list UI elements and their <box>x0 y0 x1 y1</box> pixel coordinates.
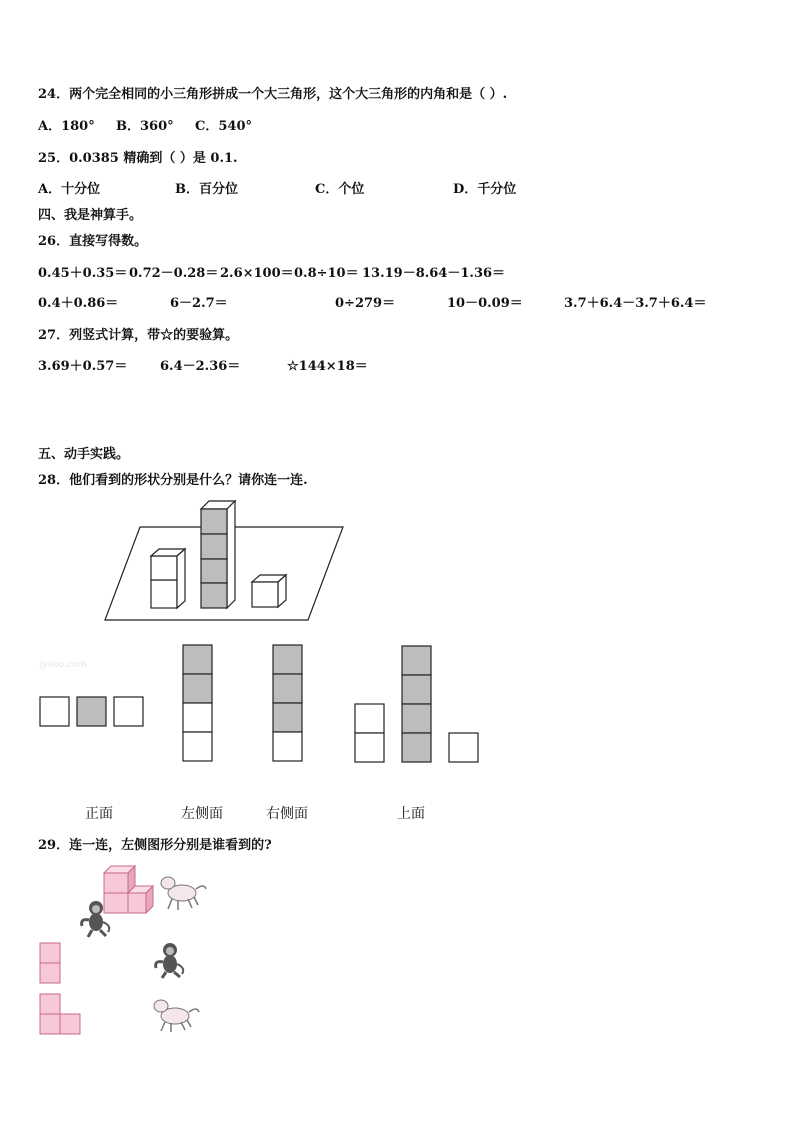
q26-item: 0.4＋0.86＝ <box>38 296 119 311</box>
q26-item: 2.6×100＝ <box>220 266 294 281</box>
q25-option-d[interactable]: D．千分位 <box>453 182 517 197</box>
dog-icon <box>161 877 206 910</box>
q26-item: 13.19－8.64－1.36＝ <box>362 266 506 281</box>
q27-item: ☆144×18＝ <box>287 359 368 374</box>
q26-item: 0.8÷10＝ <box>294 266 359 281</box>
q27-stem: 27．列竖式计算，带☆的要验算。 <box>38 328 239 343</box>
q26-item: 3.7＋6.4－3.7＋6.4＝ <box>564 296 707 311</box>
section-4-heading: 四、我是神算手。 <box>38 208 143 223</box>
monkey-icon <box>156 943 184 978</box>
q27-item: 3.69＋0.57＝ <box>38 359 128 374</box>
q25-option-a[interactable]: A．十分位 <box>38 182 101 197</box>
q27-item: 6.4－2.36＝ <box>160 359 241 374</box>
q28-stem: 28．他们看到的形状分别是什么？请你连一连. <box>38 473 308 488</box>
q25-stem: 25．0.0385 精确到（ ）是 0.1. <box>38 151 238 166</box>
q24-option-b[interactable]: B．360° <box>116 119 174 134</box>
q26-item: 0.72－0.28＝ <box>129 266 219 281</box>
view-label-right: 右侧面 <box>266 806 308 822</box>
q26-item: 0.45＋0.35＝ <box>38 266 128 281</box>
monkey-icon <box>82 901 110 937</box>
q25-option-b[interactable]: B．百分位 <box>175 182 238 197</box>
view-label-front: 正面 <box>85 806 113 822</box>
watermark: Jyeoo.com <box>40 660 87 670</box>
q24-stem: 24．两个完全相同的小三角形拼成一个大三角形，这个大三角形的内角和是（ ）. <box>38 87 508 102</box>
q24-option-c[interactable]: C．540° <box>195 119 252 134</box>
view-label-top: 上面 <box>397 806 425 822</box>
q26-item: 10－0.09＝ <box>447 296 523 311</box>
q24-option-a[interactable]: A．180° <box>38 119 95 134</box>
view-label-left: 左侧面 <box>181 806 223 822</box>
q26-stem: 26．直接写得数。 <box>38 234 148 249</box>
q26-item: 6－2.7＝ <box>170 296 228 311</box>
dog-icon <box>154 1000 199 1032</box>
section-5-heading: 五、动手实践。 <box>38 447 130 462</box>
q25-option-c[interactable]: C．个位 <box>315 182 365 197</box>
q29-stem: 29．连一连，左侧图形分别是谁看到的? <box>38 838 272 853</box>
q26-item: 0÷279＝ <box>335 296 396 311</box>
